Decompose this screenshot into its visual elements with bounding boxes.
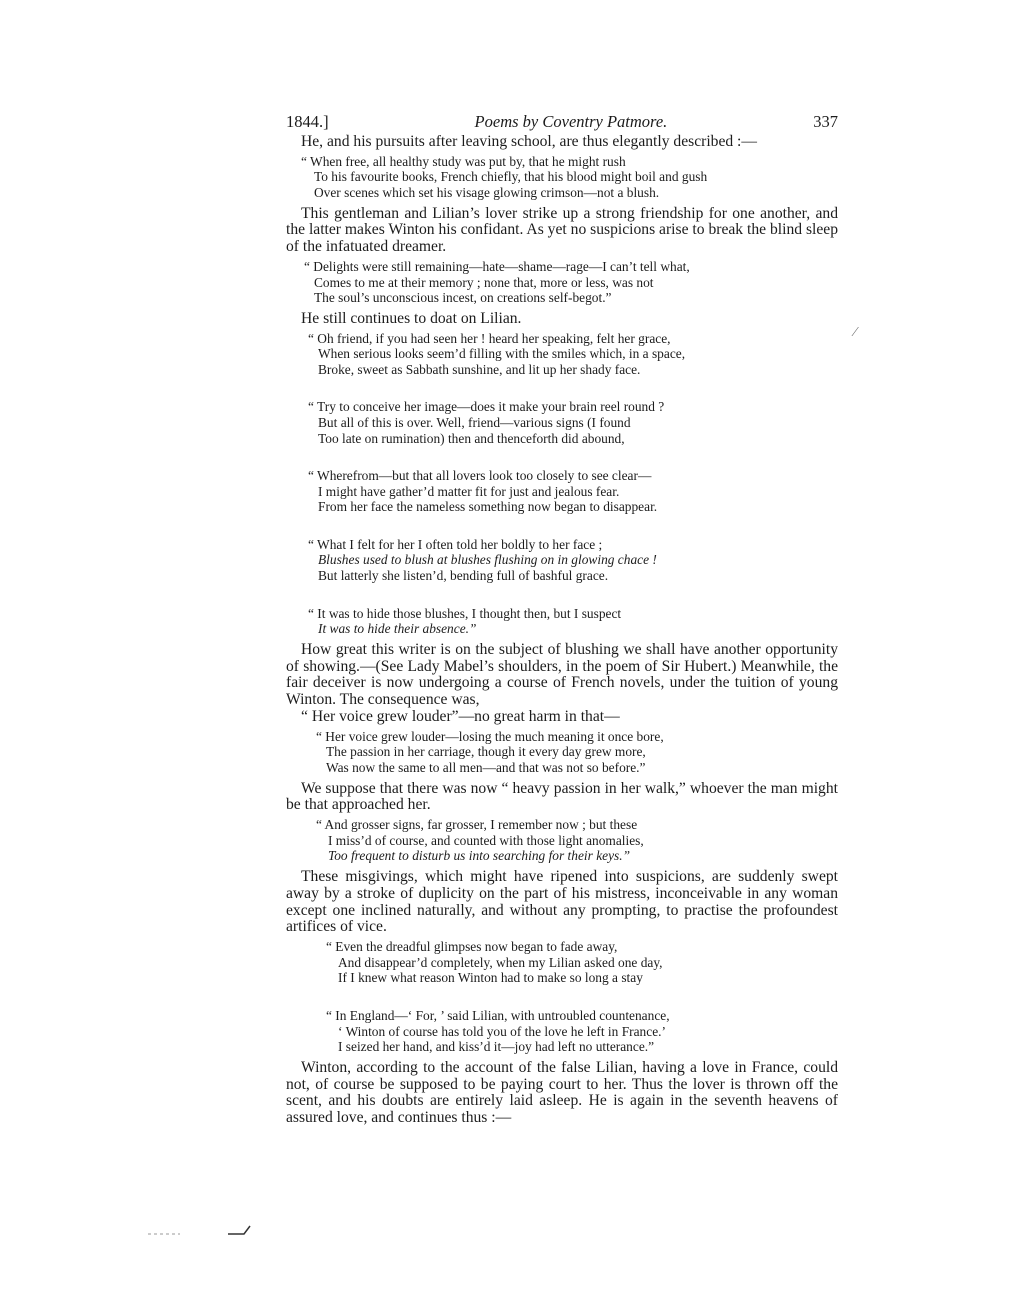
verse-line: Broke, sweet as Sabbath sunshine, and lit up her shady face.	[318, 361, 641, 377]
verse-quote-1	[286, 154, 838, 201]
paragraph-1: He, and his pursuits after leaving school, are thus elegantly described :—	[301, 133, 757, 150]
verse-quote-5	[286, 817, 838, 864]
book-page	[286, 112, 838, 1127]
page-number: 337	[813, 112, 838, 131]
paragraph-5: We suppose that there was now “ heavy passion in her walk,” whoever the man might be that approached her.	[286, 779, 838, 814]
verse-line: I miss’d of course, and counted with those light anomalies,	[328, 832, 644, 848]
verse-line: I seized her hand, and kiss’d it—joy had left no utterance.”	[338, 1039, 655, 1055]
verse-line: I might have gather’d matter fit for just and jealous fear.	[318, 483, 620, 499]
verse-line: The passion in her carriage, though it every day grew more,	[326, 744, 646, 760]
verse-line: Blushes used to blush at blushes flushing on in glowing chace !	[318, 552, 657, 568]
verse-line: “ Oh friend, if you had seen her ! heard her speaking, felt her grace,	[308, 330, 671, 346]
running-header	[286, 112, 838, 134]
verse-line: When serious looks seem’d filling with the smiles which, in a space,	[318, 346, 686, 362]
verse-line: Comes to me at their memory ; none that, more or less, was not	[314, 274, 654, 290]
verse-quote-6a	[286, 939, 838, 986]
verse-line: And disappear’d completely, when my Lilian asked one day,	[338, 954, 663, 970]
verse-line: “ Delights were still remaining—hate—shame—rage—I can’t tell what,	[304, 258, 690, 274]
verse-line: Over scenes which set his visage glowing crimson—not a blush.	[314, 184, 660, 200]
header-title: Poems by Coventry Patmore.	[474, 112, 668, 131]
verse-line: “ What I felt for her I often told her boldly to her face ;	[308, 536, 603, 552]
inline-quote-line: “ Her voice grew louder”—no great harm in that—	[301, 708, 620, 726]
paragraph-4: How great this writer is on the subject of blushing we shall have another opportunity of showing.—(See Lady Mabel’s shoulders, in the poem of Sir Hubert.) Meanwhile, the fair deceiver is now undergoing a course of French novels, under the tuition of young Winton. The consequence was,	[286, 640, 838, 709]
verse-line: “ It was to hide those blushes, I thought then, but I suspect	[308, 605, 622, 621]
paragraph-2: This gentleman and Lilian’s lover strike up a strong friendship for one another, and the latter makes Winton his confidant. As yet no suspicions arise to break the blind sleep of the infatuated dreamer.	[286, 204, 838, 256]
verse-quote-6b	[286, 1008, 838, 1055]
verse-line: Too frequent to disturb us into searching for their keys.”	[328, 848, 631, 864]
paragraph-6: These misgivings, which might have ripened into suspicions, are suddenly swept away by a stroke of duplicity on the part of his mistress, inconceivable in any woman except one inclined naturally, and without any prompting, to practise the profoundest artifices of vice.	[286, 868, 838, 936]
verse-line: From her face the nameless something now began to disappear.	[318, 499, 658, 515]
verse-quote-3d	[286, 537, 838, 584]
verse-line: Was now the same to all men—and that was not so before.”	[326, 760, 646, 776]
verse-line: It was to hide their absence.”	[318, 621, 477, 637]
verse-line: “ Wherefrom—but that all lovers look too closely to see clear—	[308, 468, 652, 484]
paragraph-7: Winton, according to the account of the false Lilian, having a love in France, could not, of course be supposed to be paying court to her. Thus the lover is thrown off the scent, and his doubts are entirely laid asleep. He is again in the seventh heavens of assured love, and continues thus :—	[286, 1058, 838, 1127]
footer-smudge-icon	[140, 1220, 260, 1240]
verse-line: “ Even the dreadful glimpses now began to fade away,	[326, 939, 618, 955]
margin-pencil-mark: ⁄	[854, 325, 857, 340]
verse-line: “ Try to conceive her image—does it make your brain reel round ?	[308, 399, 665, 415]
verse-line: “ And grosser signs, far grosser, I remember now ; but these	[316, 817, 638, 833]
verse-line: “ In England—‘ For, ’ said Lilian, with untroubled countenance,	[326, 1007, 670, 1023]
verse-line: “ Her voice grew louder—losing the much meaning it once bore,	[316, 728, 664, 744]
verse-quote-3b	[286, 399, 838, 446]
verse-line: Too late on rumination) then and thenceforth did abound,	[318, 430, 625, 446]
verse-quote-4	[286, 729, 838, 776]
verse-quote-2	[286, 259, 838, 306]
verse-line: ‘ Winton of course has told you of the love he left in France.’	[338, 1023, 666, 1039]
verse-line: To his favourite books, French chiefly, that his blood might boil and gush	[314, 169, 708, 185]
verse-quote-3c	[286, 468, 838, 515]
verse-quote-3a	[286, 331, 838, 378]
verse-line: But all of this is over. Well, friend—various signs (I found	[318, 414, 631, 430]
header-date: 1844.]	[286, 112, 329, 131]
paragraph-3: He still continues to doat on Lilian.	[301, 309, 522, 327]
verse-quote-3e	[286, 606, 838, 637]
verse-line: “ When free, all healthy study was put by, that he might rush	[301, 153, 626, 169]
verse-line: If I knew what reason Winton had to make so long a stay	[338, 970, 643, 986]
verse-line: The soul’s unconscious incest, on creations self-begot.”	[314, 290, 612, 306]
verse-line: But latterly she listen’d, bending full of bashful grace.	[318, 568, 609, 584]
